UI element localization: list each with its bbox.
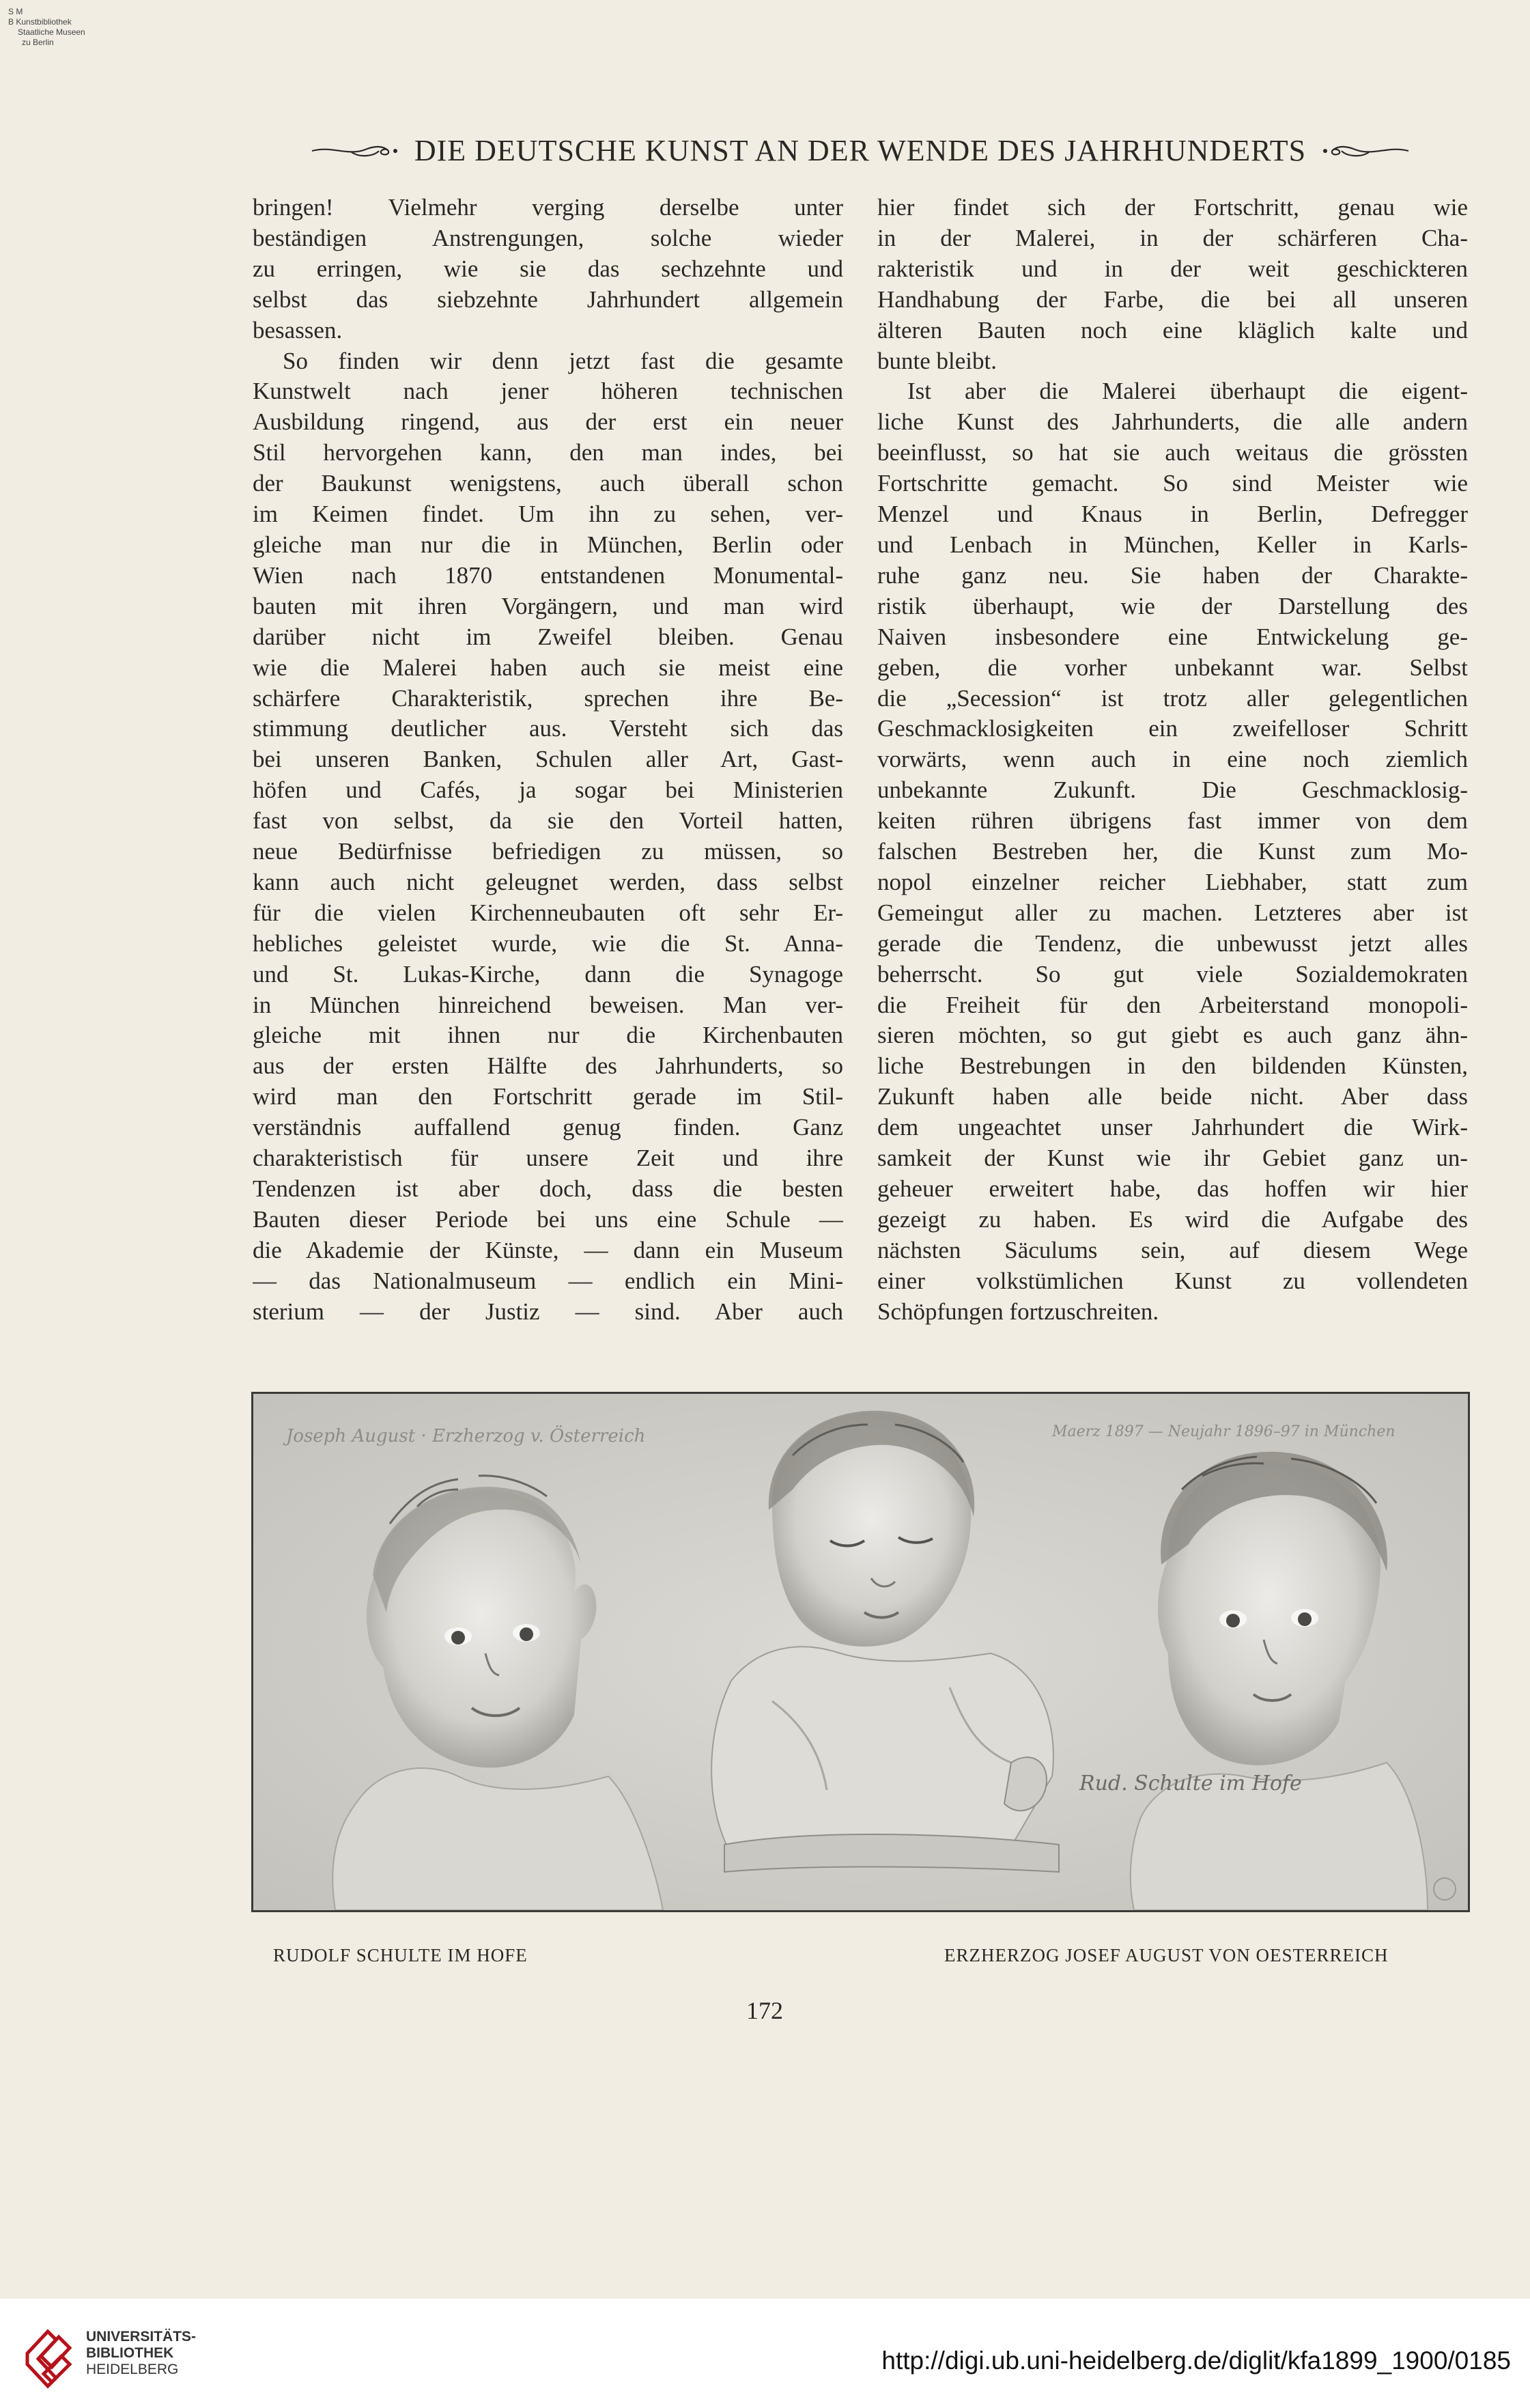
text-line: keiten rühren übrigens fast immer von dem: [877, 807, 1468, 835]
text-line: liche Kunst des Jahrhunderts, die alle andern: [877, 408, 1468, 436]
text-line: im Keimen findet. Um ihn zu sehen, ver-: [253, 501, 843, 528]
text-line: Schöpfungen fortzuschreiten.: [877, 1298, 1159, 1325]
text-line: Gemeingut aller zu machen. Letzteres aber ist: [877, 899, 1468, 926]
text-line: und Lenbach in München, Keller in Karls-: [877, 531, 1468, 558]
text-line: Zukunft haben alle beide nicht. Aber dass: [877, 1083, 1468, 1110]
text-line: gleiche man nur die in München, Berlin oder: [253, 531, 843, 558]
text-line: — das Nationalmuseum — endlich ein Mini-: [253, 1267, 843, 1294]
text-line: die Freiheit für den Arbeiterstand monopoli-: [877, 991, 1468, 1018]
text-line: gleiche mit ihnen nur die Kirchenbauten: [253, 1022, 843, 1049]
text-line: besassen.: [253, 316, 343, 344]
text-line: geheuer erweitert habe, das hoffen wir hier: [877, 1175, 1468, 1202]
text-line: falschen Bestreben her, die Kunst zum Mo-: [877, 838, 1468, 865]
text-column-right: [877, 193, 1468, 1328]
text-line: verständnis auffallend genug finden. Ganz: [253, 1114, 843, 1141]
source-url-link[interactable]: http://digi.ub.uni-heidelberg.de/diglit/kfa1899_1900/0185: [881, 2347, 1511, 2375]
text-line: aus der ersten Hälfte des Jahrhunderts, so: [253, 1052, 843, 1080]
caption-right: ERZHERZOG JOSEF AUGUST VON OESTERREICH: [944, 1945, 1389, 1965]
stamp-line: Staatliche Museen: [18, 27, 85, 37]
text-line: gerade die Tendenz, die unbewusst jetzt alles: [877, 929, 1468, 957]
university-logo-icon: [20, 2326, 76, 2392]
text-line: Menzel und Knaus in Berlin, Defregger: [877, 501, 1468, 528]
text-line: und St. Lukas-Kirche, dann die Synagoge: [253, 960, 843, 988]
text-line: wie die Malerei haben auch sie meist eine: [253, 654, 843, 681]
text-line: Fortschritte gemacht. So sind Meister wie: [877, 470, 1468, 497]
text-line: bringen! Vielmehr verging derselbe unter: [253, 194, 843, 221]
inscription-right: Maerz 1897 — Neujahr 1896–97 in München: [1052, 1423, 1396, 1440]
stamp-line: S M: [8, 7, 23, 16]
artist-signature: Rud. Schulte im Hofe: [1079, 1772, 1302, 1795]
text-line: Handhabung der Farbe, die bei all unseren: [877, 285, 1468, 313]
text-line: Ausbildung ringend, aus der erst ein neuer: [253, 408, 843, 436]
running-header: [253, 130, 1468, 171]
text-line: sieren möchten, so gut giebt es auch ganz ähn-: [877, 1022, 1468, 1049]
library-stamp: [8, 7, 85, 48]
text-line: Geschmacklosigkeiten ein zweifelloser Schritt: [877, 715, 1468, 742]
text-line: Kunstwelt nach jener höheren technischen: [253, 378, 843, 405]
text-line: Ist aber die Malerei überhaupt die eigent-: [907, 378, 1468, 405]
text-line: unbekannte Zukunft. Die Geschmacklosig-: [877, 776, 1468, 804]
text-line: stimmung deutlicher aus. Versteht sich das: [253, 715, 843, 742]
text-line: bauten mit ihren Vorgängern, und man wird: [253, 592, 843, 619]
text-line: kann auch nicht geleugnet werden, dass selbst: [253, 868, 843, 895]
text-line: charakteristisch für unsere Zeit und ihre: [253, 1145, 843, 1172]
university-name-line: HEIDELBERG: [86, 2362, 179, 2377]
text-line: bunte bleibt.: [877, 347, 997, 374]
inscription-left: Joseph August · Erzherzog v. Österreich: [286, 1426, 646, 1446]
child-portraits-drawing: [253, 1394, 1468, 1910]
text-line: hier findet sich der Fortschritt, genau wie: [877, 194, 1468, 221]
ornament-left-icon: [311, 140, 399, 160]
ornament-right-icon: [1321, 140, 1410, 160]
text-line: vorwärts, wenn auch in eine noch ziemlich: [877, 746, 1468, 773]
stamp-line: zu Berlin: [22, 38, 54, 47]
text-line: hebliches geleistet wurde, wie die St. Anna-: [253, 929, 843, 957]
text-line: höfen und Cafés, ja sogar bei Ministerien: [253, 776, 843, 804]
text-line: fast von selbst, da sie den Vorteil hatten,: [253, 807, 843, 835]
text-line: schärfere Charakteristik, sprechen ihre Be-: [253, 684, 843, 712]
caption-left: RUDOLF SCHULTE IM HOFE: [273, 1945, 528, 1965]
text-line: ruhe ganz neu. Sie haben der Charakte-: [877, 561, 1468, 589]
text-line: wird man den Fortschritt gerade im Stil-: [253, 1083, 843, 1110]
illustration-plate: [251, 1392, 1470, 1912]
text-line: bei unseren Banken, Schulen aller Art, Gast-: [253, 746, 843, 773]
text-line: zu erringen, wie sie das sechzehnte und: [253, 255, 843, 282]
text-line: selbst das siebzehnte Jahrhundert allgemein: [253, 285, 843, 313]
header-title: DIE DEUTSCHE KUNST AN DER WENDE DES JAHRHUNDERTS: [414, 133, 1307, 167]
text-line: samkeit der Kunst wie ihr Gebiet ganz un-: [877, 1145, 1468, 1172]
university-name-line: BIBLIOTHEK: [86, 2345, 174, 2361]
university-name: [86, 2329, 196, 2378]
text-line: nopol einzelner reicher Liebhaber, statt zum: [877, 868, 1468, 895]
text-line: die „Secession“ ist trotz aller gelegentlichen: [877, 684, 1468, 712]
university-name-line: UNIVERSITÄTS-: [86, 2329, 197, 2344]
text-line: in der Malerei, in der schärferen Cha-: [877, 224, 1468, 251]
stamp-line: B Kunstbibliothek: [8, 17, 72, 27]
text-line: rakteristik und in der weit geschickteren: [877, 255, 1468, 282]
text-line: der Baukunst wenigstens, auch überall schon: [253, 470, 843, 497]
text-line: für die vielen Kirchenneubauten oft sehr Er-: [253, 899, 843, 926]
text-line: ristik überhaupt, wie der Darstellung des: [877, 592, 1468, 619]
text-line: einer volkstümlichen Kunst zu vollendeten: [877, 1267, 1468, 1294]
text-line: Bauten dieser Periode bei uns eine Schule —: [253, 1205, 843, 1233]
text-line: dem ungeachtet unser Jahrhundert die Wirk-: [877, 1114, 1468, 1141]
text-line: Naiven insbesondere eine Entwickelung ge-: [877, 623, 1468, 650]
digitization-footer: [0, 2299, 1530, 2408]
text-line: So finden wir denn jetzt fast die gesamte: [283, 347, 843, 374]
text-line: nächsten Säculums sein, auf diesem Wege: [877, 1236, 1468, 1263]
text-line: gezeigt zu haben. Es wird die Aufgabe des: [877, 1205, 1468, 1233]
text-line: die Akademie der Künste, — dann ein Museum: [253, 1236, 843, 1263]
text-line: beeinflusst, so hat sie auch weitaus die grössten: [877, 439, 1468, 466]
text-column-left: [253, 193, 843, 1328]
text-line: sterium — der Justiz — sind. Aber auch: [253, 1298, 843, 1325]
text-line: Stil hervorgehen kann, den man indes, bei: [253, 439, 843, 466]
text-line: darüber nicht im Zweifel bleiben. Genau: [253, 623, 843, 650]
text-line: Wien nach 1870 entstandenen Monumental-: [253, 561, 843, 589]
text-line: beständigen Anstrengungen, solche wieder: [253, 224, 843, 251]
text-line: geben, die vorher unbekannt war. Selbst: [877, 654, 1468, 681]
text-line: liche Bestrebungen in den bildenden Künsten,: [877, 1052, 1468, 1080]
text-line: in München hinreichend beweisen. Man ver-: [253, 991, 843, 1018]
text-line: älteren Bauten noch eine kläglich kalte und: [877, 316, 1468, 344]
page-number: 172: [746, 1997, 783, 2024]
text-line: beherrscht. So gut viele Sozialdemokraten: [877, 960, 1468, 988]
text-line: Tendenzen ist aber doch, dass die besten: [253, 1175, 843, 1202]
text-line: neue Bedürfnisse befriedigen zu müssen, so: [253, 838, 843, 865]
